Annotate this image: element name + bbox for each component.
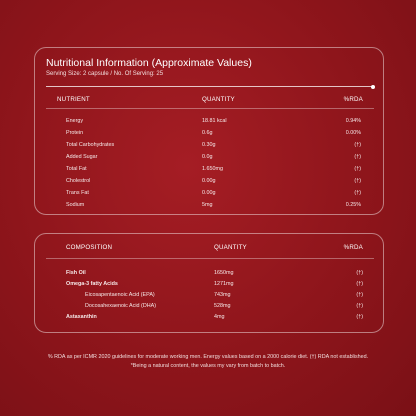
composition-row bbox=[35, 292, 383, 300]
nutrient-rda: (†) bbox=[354, 190, 361, 196]
nutrient-row bbox=[35, 178, 383, 186]
nutrient-row bbox=[35, 154, 383, 162]
batch-footnote: *Being a natural content, the values my vary from batch to batch. bbox=[130, 363, 286, 369]
composition-row bbox=[35, 281, 383, 289]
composition-quantity-header: QUANTITY bbox=[214, 244, 247, 251]
composition-rda: (†) bbox=[356, 303, 363, 309]
nutrient-quantity: 0.30g bbox=[202, 142, 216, 148]
composition-name: Docosahexaenoic Acid (DHA) bbox=[85, 303, 157, 309]
nutrient-rda: 0.00% bbox=[345, 130, 361, 136]
composition-row bbox=[35, 270, 383, 278]
composition-rda-header: %RDA bbox=[343, 244, 363, 251]
nutrient-quantity: 18.81 kcal bbox=[202, 118, 227, 124]
composition-header: COMPOSITION bbox=[66, 244, 113, 251]
composition-name: Omega-3 fatty Acids bbox=[66, 281, 118, 287]
composition-name: Astaxanthin bbox=[66, 314, 97, 320]
composition-quantity: 1271mg bbox=[214, 281, 234, 287]
nutrient-rda: (†) bbox=[354, 178, 361, 184]
nutrient-name: Added Sugar bbox=[66, 154, 98, 160]
nutrient-row bbox=[35, 118, 383, 126]
nutrient-name: Trans Fat bbox=[66, 190, 89, 196]
nutrient-row bbox=[35, 142, 383, 150]
nutrient-rda: 0.25% bbox=[345, 202, 361, 208]
nutrient-quantity: 0.00g bbox=[202, 190, 216, 196]
composition-quantity: 743mg bbox=[214, 292, 231, 298]
nutrient-name: Total Fat bbox=[66, 166, 87, 172]
nutrient-row bbox=[35, 190, 383, 198]
quantity-header: QUANTITY bbox=[202, 96, 235, 103]
nutrient-name: Sodium bbox=[66, 202, 85, 208]
nutrient-name: Energy bbox=[66, 118, 84, 124]
composition-rda: (†) bbox=[356, 292, 363, 298]
nutrient-rda: (†) bbox=[354, 166, 361, 172]
composition-quantity: 1650mg bbox=[214, 270, 234, 276]
composition-name: Eicosapentaenoic Acid (EPA) bbox=[85, 292, 155, 298]
nutrient-rda: (†) bbox=[354, 142, 361, 148]
title-divider bbox=[46, 86, 374, 87]
nutrient-rda: (†) bbox=[354, 154, 361, 160]
nutrient-name: Total Carbohydrates bbox=[66, 142, 115, 148]
composition-rda: (†) bbox=[356, 281, 363, 287]
nutrient-row bbox=[35, 202, 383, 210]
serving-info: Serving Size: 2 capsule / No. Of Serving: 25 bbox=[46, 71, 164, 77]
composition-quantity: 528mg bbox=[214, 303, 231, 309]
rda-footnote: % RDA as per ICMR 2020 guidelines for moderate working men. Energy values based on a 2000 calorie diet. (†) RDA not established. bbox=[47, 354, 369, 360]
nutrition-title: Nutritional Information (Approximate Values) bbox=[46, 57, 252, 69]
composition-quantity: 4mg bbox=[214, 314, 225, 320]
composition-row bbox=[35, 303, 383, 311]
nutrient-row bbox=[35, 166, 383, 174]
composition-row bbox=[35, 314, 383, 322]
nutrient-quantity: 0.00g bbox=[202, 178, 216, 184]
nutrient-quantity: 0.0g bbox=[202, 154, 213, 160]
nutrient-name: Cholestrol bbox=[66, 178, 91, 184]
composition-name: Fish Oil bbox=[66, 270, 86, 276]
composition-rda: (†) bbox=[356, 270, 363, 276]
header-rule bbox=[46, 108, 374, 109]
nutrient-quantity: 1.650mg bbox=[202, 166, 223, 172]
nutrient-quantity: 5mg bbox=[202, 202, 213, 208]
nutrient-header: NUTRIENT bbox=[57, 96, 90, 103]
nutrient-row bbox=[35, 130, 383, 138]
nutrient-rda: 0.94% bbox=[345, 118, 361, 124]
composition-header-rule bbox=[46, 258, 374, 259]
nutrient-quantity: 0.6g bbox=[202, 130, 213, 136]
composition-rda: (†) bbox=[356, 314, 363, 320]
composition-card bbox=[34, 233, 384, 333]
nutrition-card bbox=[34, 47, 384, 215]
rda-header: %RDA bbox=[343, 96, 363, 103]
nutrient-name: Protein bbox=[66, 130, 84, 136]
